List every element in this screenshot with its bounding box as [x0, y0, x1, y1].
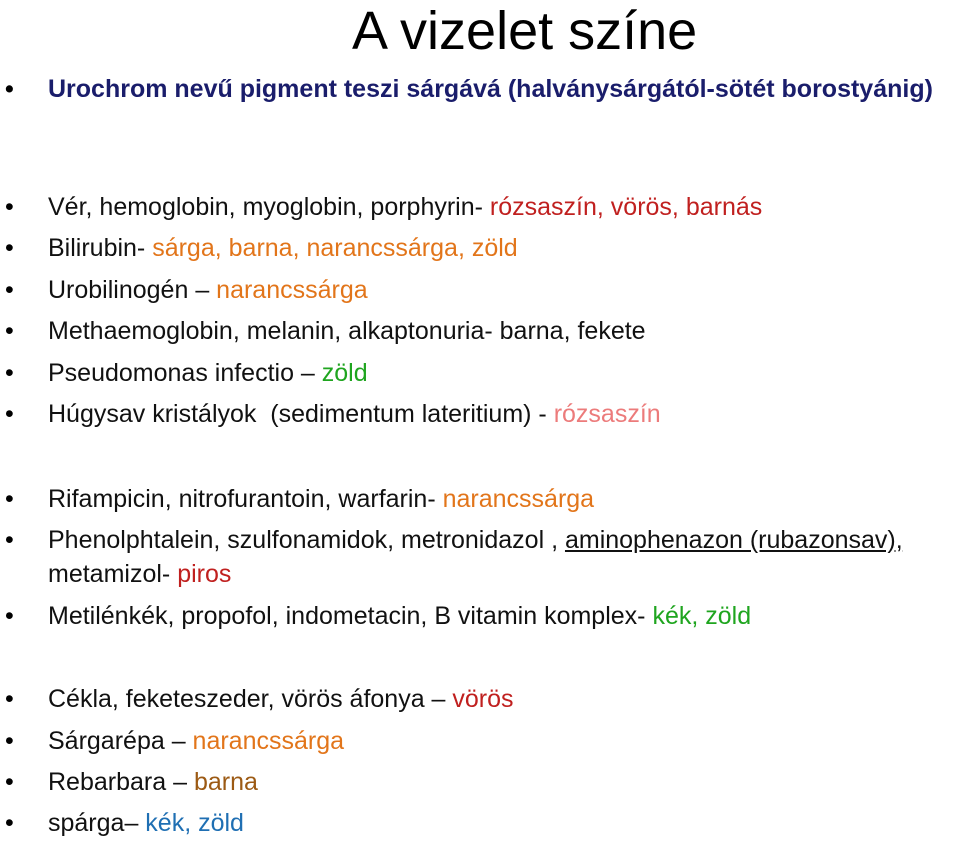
item-color-text: vörös: [452, 685, 514, 713]
list-item-bilirubin: [5, 231, 956, 265]
list-item-hugysav: [5, 397, 956, 431]
list-item-phenolphtalein: [5, 523, 948, 591]
list-item-ver: [5, 190, 956, 224]
item-underlined-text: aminophenazon (rubazonsav),: [564, 526, 903, 554]
list-item-rifampicin: [5, 482, 956, 516]
bullet-icon: •: [5, 234, 14, 262]
bullet-icon: •: [5, 485, 14, 513]
item-text: Cékla, feketeszeder, vörös áfonya –: [48, 685, 453, 713]
item-text-2: metamizol-: [48, 560, 178, 588]
item-text: Rifampicin, nitrofurantoin, warfarin-: [48, 485, 443, 513]
list-item-sparga: [5, 806, 956, 840]
list-item-cekla: [5, 682, 956, 716]
list-item-urochrom: [5, 72, 948, 106]
bullet-icon: •: [5, 602, 14, 630]
list-item-methaemoglobin: [5, 314, 956, 348]
item-color-text: barna: [193, 768, 258, 796]
item-text: Rebarbara –: [48, 768, 194, 796]
bullet-icon: •: [5, 400, 14, 428]
item-color-text: zöld: [321, 359, 368, 387]
item-text: Urochrom nevű pigment teszi sárgává (halványsárgától-sötét borostyánig): [48, 75, 933, 103]
list-item-rebarbara: [5, 765, 956, 799]
item-color-text: narancssárga: [442, 485, 595, 513]
item-text: Metilénkék, propofol, indometacin, B vitamin komplex-: [48, 602, 653, 630]
bullet-icon: •: [5, 727, 14, 755]
item-text: Urobilinogén –: [48, 276, 217, 304]
item-text: spárga–: [48, 809, 146, 837]
item-text: Methaemoglobin, melanin, alkaptonuria- barna, fekete: [48, 317, 646, 345]
bullet-icon: •: [5, 359, 14, 387]
item-color-text: rózsaszín: [553, 400, 661, 428]
item-color-text: rózsaszín, vörös, barnás: [489, 193, 763, 221]
bullet-icon: •: [5, 317, 14, 345]
bullet-icon: •: [5, 768, 14, 796]
bullet-icon: •: [5, 75, 14, 103]
item-color-text: piros: [177, 560, 232, 588]
item-color-text: sárga, barna, narancssárga, zöld: [152, 234, 518, 262]
bullet-icon: •: [5, 276, 14, 304]
item-text: Húgysav kristályok (sedimentum lateritium) -: [48, 400, 554, 428]
list-item-pseudomonas: [5, 356, 956, 390]
bullet-icon: •: [5, 685, 14, 713]
item-text: Vér, hemoglobin, myoglobin, porphyrin-: [48, 193, 490, 221]
item-color-text: narancssárga: [192, 727, 345, 755]
list-item-metilenkek: [5, 599, 956, 633]
list-item-sargarepa: [5, 724, 956, 758]
list-item-urobilinogen: [5, 273, 956, 307]
item-color-text: narancssárga: [216, 276, 368, 304]
item-color-text: kék, zöld: [145, 809, 244, 837]
bullet-icon: •: [5, 193, 14, 221]
item-color-text: kék, zöld: [652, 602, 752, 630]
slide-title: A vizelet színe: [352, 1, 698, 61]
item-text: Sárgarépa –: [48, 727, 193, 755]
bullet-icon: •: [5, 526, 14, 554]
item-text: Pseudomonas infectio –: [48, 359, 322, 387]
item-text: Bilirubin-: [48, 234, 153, 262]
bullet-icon: •: [5, 809, 14, 837]
item-text: Phenolphtalein, szulfonamidok, metronidazol ,: [48, 526, 565, 554]
